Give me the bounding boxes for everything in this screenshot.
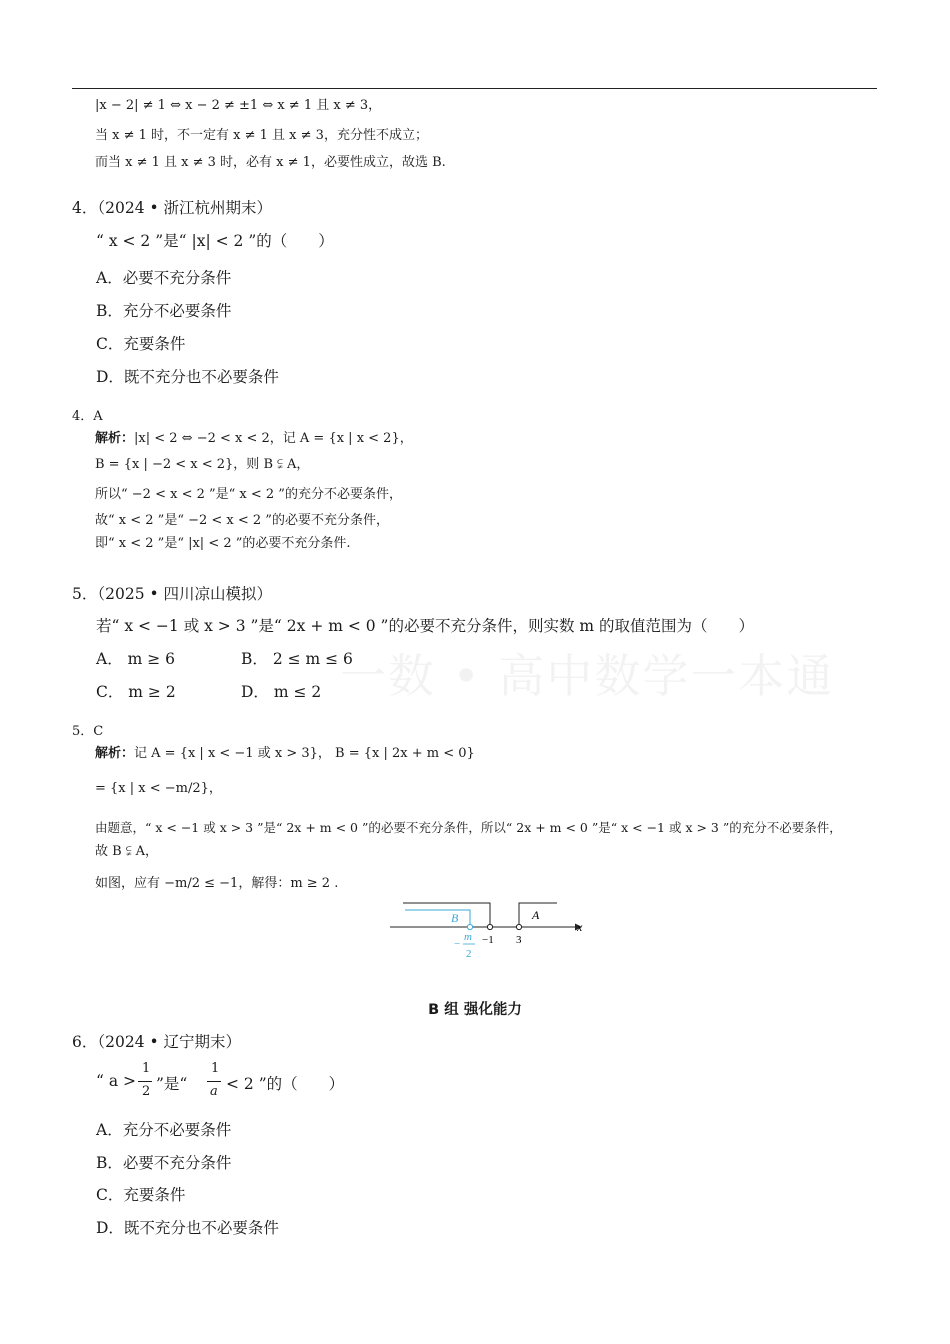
q6-option-b: B．必要不充分条件: [96, 1154, 232, 1172]
point-3: [516, 924, 521, 929]
q4-option-a: A．必要不充分条件: [96, 269, 232, 287]
point-minus-1: [487, 924, 492, 929]
axis-label-x: x: [577, 920, 583, 934]
q5-heading: 5．（2025 • 四川凉山模拟）: [72, 585, 273, 603]
q5-analysis-line-4: 故 B ⫋ A，: [95, 844, 159, 859]
tick-3: 3: [516, 934, 522, 946]
set-b-label: B: [451, 911, 459, 925]
section-title: B 组 强化能力: [428, 1002, 522, 1018]
q6-stem-mid: ”是“: [156, 1075, 188, 1093]
q5-option-a: A． m ≥ 6: [96, 650, 176, 668]
set-a-left-bracket: [403, 903, 490, 927]
q6-option-c: C．充要条件: [96, 1186, 186, 1204]
q6-frac2-bar: [207, 1081, 221, 1082]
set-b-bracket: [405, 910, 470, 927]
q5-analysis-line-2: = {x | x < −m/2}，: [95, 781, 222, 796]
q4-answer: 4．A: [72, 409, 103, 424]
prev-solution-line-1: |x − 2| ≠ 1 ⇔ x − 2 ≠ ±1 ⇔ x ≠ 1 且 x ≠ 3，: [95, 98, 382, 113]
q4-analysis-line-1: [95, 427, 413, 446]
tick-minus-1: −1: [482, 934, 494, 946]
q5-option-c: C． m ≥ 2: [96, 683, 176, 701]
q6-frac2-num: 1: [211, 1061, 220, 1076]
q4-analysis-line-3: 所以“ −2 < x < 2 ”是“ x < 2 ”的充分不必要条件，: [95, 487, 402, 502]
header-rule: [72, 88, 877, 89]
q6-frac1-den: 2: [142, 1084, 151, 1099]
q5-analysis-label: 解析：: [95, 746, 135, 761]
watermark: 一数 • 高中数学一本通: [340, 649, 835, 703]
q4-stem: “ x < 2 ”是“ |x| < 2 ”的（ ）: [96, 232, 334, 250]
q4-analysis-label: 解析：: [95, 431, 135, 446]
tick-neg-sign: −: [454, 938, 461, 950]
q5-stem: 若“ x < −1 或 x > 3 ”是“ 2x + m < 0 ”的必要不充分条件，则实数 m 的取值范围为（ ）: [96, 617, 755, 635]
set-a-label: A: [532, 908, 540, 922]
q4-option-c: C．充要条件: [96, 335, 186, 353]
q5-option-b: B． 2 ≤ m ≤ 6: [241, 650, 353, 668]
prev-solution-line-3: 而当 x ≠ 1 且 x ≠ 3 时，必有 x ≠ 1，必要性成立，故选 B.: [95, 155, 446, 170]
q5-analysis-text-1: 记 A = {x | x < −1 或 x > 3}， B = {x | 2x + m < 0}: [134, 746, 475, 761]
q5-analysis-line-5: 如图，应有 −m/2 ≤ −1，解得：m ≥ 2 .: [95, 876, 339, 891]
q6-frac1-bar: [138, 1081, 152, 1082]
prev-solution-line-2: 当 x ≠ 1 时，不一定有 x ≠ 1 且 x ≠ 3，充分性不成立；: [95, 128, 428, 143]
q4-analysis-text-1: |x| < 2 ⇔ −2 < x < 2，记 A = {x | x < 2}，: [134, 431, 413, 446]
q4-option-b: B．充分不必要条件: [96, 302, 232, 320]
q6-heading: 6．（2024 • 辽宁期末）: [72, 1033, 242, 1051]
q6-frac1-num: 1: [142, 1061, 151, 1076]
q5-option-d: D． m ≤ 2: [241, 683, 322, 701]
number-line-figure: [385, 898, 595, 968]
point-neg-m-over-2: [467, 924, 472, 929]
q4-analysis-line-2: B = {x | −2 < x < 2}，则 B ⫋ A，: [95, 457, 310, 472]
q6-stem-post: < 2 ”的（ ）: [226, 1075, 345, 1093]
tick-fraction-numerator: m: [464, 931, 472, 943]
tick-fraction-denominator: 2: [466, 948, 472, 960]
q6-stem-pre: “ a >: [96, 1072, 137, 1090]
q6-option-a: A．充分不必要条件: [96, 1121, 232, 1139]
q6-frac2-den: a: [210, 1084, 218, 1099]
q5-analysis-line-1: [95, 742, 475, 761]
q4-analysis-line-5: 即“ x < 2 ”是“ |x| < 2 ”的必要不充分条件.: [95, 536, 351, 551]
q4-heading: 4．（2024 • 浙江杭州期末）: [72, 199, 273, 217]
q6-option-d: D．既不充分也不必要条件: [96, 1219, 279, 1237]
q5-answer: 5．C: [72, 724, 104, 739]
q5-analysis-line-3: 由题意，“ x < −1 或 x > 3 ”是“ 2x + m < 0 ”的必要不充分条件，所以“ 2x + m < 0 ”是“ x < −1 或 x > 3 ”的充分不必要条件，: [95, 820, 842, 835]
q4-analysis-line-4: 故“ x < 2 ”是“ −2 < x < 2 ”的必要不充分条件，: [95, 513, 389, 528]
q4-option-d: D．既不充分也不必要条件: [96, 368, 279, 386]
